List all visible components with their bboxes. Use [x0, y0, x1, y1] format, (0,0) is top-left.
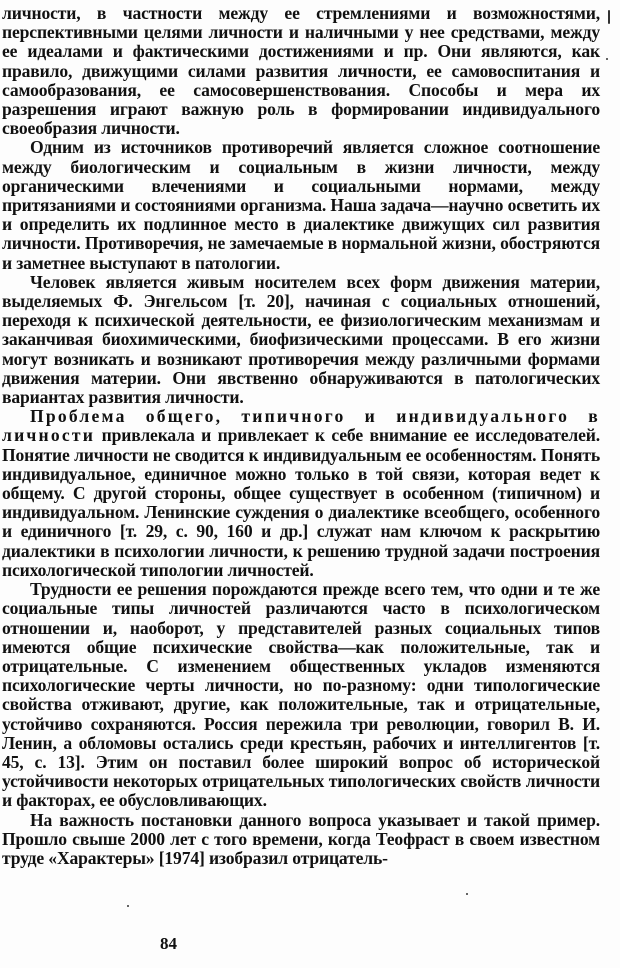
paragraph: Человек является живым носителем всех форм движения материи, выделяемых Ф. Энгельсом [т. 20], начиная с социальных отношений, переходя к психической деятельности, ее физиологическим механизмам и заканчивая биохимическими, биофизическими процессами. В его жизни могут возникать и возникают противоречия между различными формами движения материи. Они явственно обнаруживаются в патологических вариантах развития личности. [2, 271, 600, 408]
paragraph-text: привлекала и привлекает к себе внимание ее исследователей. Понятие личности не сводится к индивидуальным ее особенностям. Понять индивидуальное, единичное можно только в той связи, которая ведет к общему. С другой стороны, общее существует в особенном (типичном) и индивидуальном. Ленинские суждения о диалектике всеобщего, особенного и единичного [т. 29, с. 90, 160 и др.] служат нам ключом к раскрытию диалектики в психологии личности, к решению трудной задачи построения психологической типологии личностей. [2, 425, 600, 580]
body-text [2, 4, 600, 868]
scan-speck [466, 893, 468, 895]
paragraph: Трудности ее решения порождаются прежде всего тем, что одни и те же социальные типы личностей различаются часто в психологическом отношении и, наоборот, у представителей разных социальных типов имеются общие психические свойства—как положительные, так и отрицательные. С изменением общественных укладов изменяются психологические черты личности, но по-разному: одни типологические свойства отживают, другие, как положительные, так и отрицательные, устойчиво сохраняются. Россия пережила три революции, говорил В. И. Ленин, а обломовы остались среди крестьян, рабочих и интеллигентов [т. 45, с. 13]. Этим он поставил более широкий вопрос об исторической устойчивости некоторых отрицательных типологических свойств личности и факторах, ее обусловливающих. [2, 579, 600, 811]
emphasized-phrase: Проблема общего, типичного и индивидуального в личности [2, 406, 600, 446]
paragraph: Одним из источников противоречий является сложное соотношение между биологическим и социальным в жизни личности, между органическими влечениями и социальными нормами, между притязаниями и состояниями организма. Наша задача—научно осветить их и определить их подлинное место в диалектике движущих сил развития личности. Противоречия, не замечаемые в нормальной жизни, обостряются и заметнее выступают в патологии. [2, 137, 600, 273]
paragraph: личности, в частности между ее стремлениями и возможностями, перспективными целями личности и наличными у нее средствами, между ее идеалами и фактическими достижениями и пр. Они являются, как правило, движущими силами развития личности, ее самовоспитания и самообразования, ее самосовершенствования. Способы и мера их разрешения играют важную роль в формировании индивидуального своеобразия личности. [2, 3, 600, 139]
scan-speck [606, 58, 608, 60]
paragraph [2, 407, 600, 580]
paragraph: На важность постановки данного вопроса указывает и такой пример. Прошло свыше 2000 лет с того времени, когда Теофраст в своем известном труде «Характеры» [1974] изобразил отрицатель- [2, 809, 600, 868]
scan-speck [608, 10, 610, 24]
page-number: 84 [160, 934, 177, 953]
scan-speck [127, 905, 129, 907]
